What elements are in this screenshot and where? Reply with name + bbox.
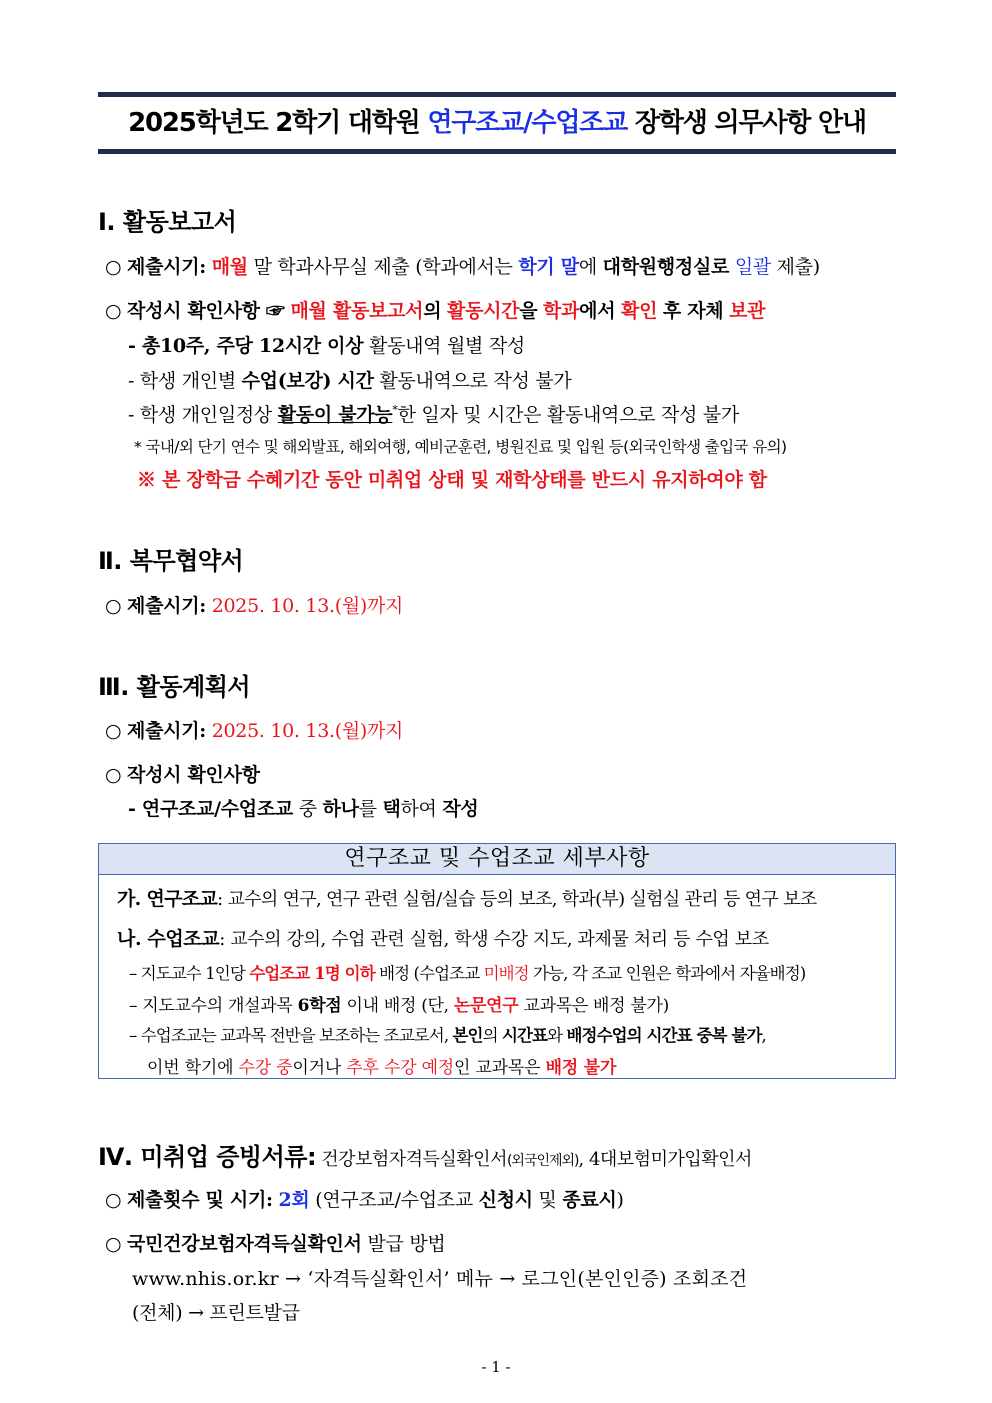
page-title — [98, 102, 896, 139]
text: 배정 (수업조교 — [374, 964, 484, 983]
item-bold: 작성 — [442, 798, 479, 820]
grad-office-text: 대학원행정실로 — [602, 256, 730, 278]
ra-text: : 교수의 연구, 연구 관련 실험/실습 등의 보조, 학과(부) 실험실 관리 등 연구 보조 — [217, 889, 817, 910]
section2-heading: Ⅱ. 복무협약서 — [98, 547, 244, 575]
section3-submit-line — [105, 716, 403, 743]
text: 가능, 각 조교 인원은 학과에서 자율배정) — [528, 964, 806, 983]
section1-warning: ※ 본 장학금 수혜기간 동안 미취업 상태 및 재학상태를 반드시 유지하여야 함 — [137, 469, 767, 491]
count-label: 제출횟수 및 시기: — [127, 1189, 273, 1211]
docs-a: 건강보험자격득실확인서 — [321, 1149, 507, 1170]
item-text: 활동내역으로 작성 불가 — [373, 370, 572, 392]
text: 후 자체 — [662, 300, 724, 322]
text: 의 — [482, 1026, 502, 1045]
detail-line-4 — [147, 1053, 616, 1078]
text: – 지도교수의 개설과목 — [129, 996, 298, 1016]
section4-heading: Ⅳ. 미취업 증빙서류: — [98, 1143, 317, 1171]
section1-heading: Ⅰ. 활동보고서 — [98, 208, 237, 236]
text: 이번 학기에 — [147, 1058, 239, 1078]
red-text: 미배정 — [483, 964, 529, 983]
submit-label: 제출시기: — [127, 256, 206, 278]
text: , — [761, 1026, 766, 1045]
text: 이내 배정 (단, — [341, 996, 454, 1016]
detail-box — [98, 843, 896, 1079]
item-text: 중 — [292, 798, 323, 820]
title-highlight: 연구조교/수업조교 — [427, 108, 628, 138]
text: 이거나 — [292, 1058, 347, 1078]
bold-text: 6학점 — [297, 996, 342, 1016]
text: 및 — [532, 1189, 563, 1211]
submit-date: 2025. 10. 13.(월)까지 — [211, 595, 404, 617]
section1-item-2 — [128, 366, 571, 393]
bold-text: 신청시 — [478, 1189, 533, 1211]
item-bold: 택 — [382, 798, 401, 820]
bold-text: 시간표 — [501, 1026, 548, 1045]
count-value: 2회 — [278, 1189, 310, 1211]
section3-item — [128, 794, 478, 821]
detail-line-1 — [129, 960, 805, 984]
monthly-text: 매월 — [211, 256, 248, 278]
section4-count-line — [105, 1185, 624, 1212]
text: 의 — [423, 300, 442, 322]
text: – 지도교수 1인당 — [129, 964, 250, 983]
title-part1: 2025학년도 2학기 대학원 — [128, 108, 428, 138]
title-top-rule — [98, 92, 896, 97]
section4-heading-line — [98, 1137, 752, 1172]
text: 말 학과사무실 제출 (학과에서는 — [253, 256, 513, 278]
section1-item-3 — [128, 400, 739, 427]
item-text: 한 일자 및 시간은 활동내역으로 작성 불가 — [397, 404, 739, 426]
method-label: 국민건강보험자격득실확인서 — [127, 1233, 362, 1255]
red-text: 수강 중 — [238, 1058, 293, 1078]
check-label: 작성시 확인사항 ☞ — [127, 300, 285, 322]
red-text: 확인 — [621, 300, 658, 322]
text: 에서 — [579, 300, 616, 322]
bullet: ○ — [105, 1233, 122, 1255]
red-text: 수업조교 1명 이하 — [249, 964, 375, 983]
title-part2: 장학생 의무사항 안내 — [627, 108, 866, 138]
text: ) — [616, 1189, 624, 1211]
bullet: ○ — [105, 764, 122, 786]
red-text: 논문연구 — [453, 996, 519, 1016]
item-text: 활동내역 월별 작성 — [363, 335, 525, 357]
item-text: - 학생 개인별 — [128, 370, 242, 392]
section1-submit-line — [105, 252, 820, 279]
red-text: 학과 — [543, 300, 580, 322]
text: 발급 방법 — [361, 1233, 446, 1255]
bullet: ○ — [105, 595, 122, 617]
item-bold: 수업(보강) 시간 — [241, 370, 374, 392]
submit-label: 제출시기: — [127, 595, 206, 617]
bold-text: 종료시 — [562, 1189, 617, 1211]
detail-line-3 — [129, 1022, 766, 1046]
section4-path-2: (전체) → 프린트발급 — [132, 1302, 300, 1324]
section3-check-line — [105, 760, 260, 787]
text: 와 — [547, 1026, 567, 1045]
item-bold: - 연구조교/수업조교 — [128, 798, 293, 820]
docs-c: , 4대보험미가입확인서 — [578, 1149, 752, 1170]
detail-line-2 — [129, 991, 669, 1016]
ta-text: : 교수의 강의, 수업 관련 실험, 학생 수강 지도, 과제물 처리 등 수업 보조 — [219, 929, 769, 950]
section2-submit-line — [105, 591, 403, 618]
section4-path-1: www.nhis.or.kr → ‘자격득실확인서’ 메뉴 → 로그인(본인인증) 조회조건 — [132, 1268, 748, 1290]
item-text: 를 — [358, 798, 383, 820]
bullet: ○ — [105, 256, 122, 278]
title-band — [98, 92, 896, 154]
text: – 수업조교는 교과목 전반을 보조하는 조교로서, — [129, 1026, 453, 1045]
text: 인 교과목은 — [454, 1058, 546, 1078]
text: (연구조교/수업조교 — [309, 1189, 479, 1211]
text: 제출) — [776, 256, 820, 278]
ra-label: 가. 연구조교 — [117, 888, 218, 910]
detail-teaching-assistant — [117, 924, 769, 951]
detail-research-assistant — [117, 884, 816, 911]
check-label: 작성시 확인사항 — [127, 764, 260, 786]
footnote-marker: * — [392, 403, 398, 417]
detail-box-header: 연구조교 및 수업조교 세부사항 — [99, 844, 895, 875]
item-bold: 하나 — [322, 798, 359, 820]
title-bottom-rule — [98, 149, 896, 154]
section1-check-line — [105, 296, 765, 323]
text: 에 — [578, 256, 597, 278]
red-text: 활동시간 — [447, 300, 520, 322]
item-bold: - 총10주, 주당 12시간 이상 — [128, 335, 364, 357]
bold-text: 배정수업의 시간표 중복 불가 — [566, 1026, 762, 1045]
section1-item-1 — [128, 331, 525, 358]
page-number: - 1 - — [481, 1358, 511, 1376]
ta-label: 나. 수업조교 — [117, 928, 220, 950]
red-text: 추후 수강 예정 — [346, 1058, 455, 1078]
bullet: ○ — [105, 720, 122, 742]
bold-text: 본인 — [452, 1026, 483, 1045]
text: 을 — [519, 300, 538, 322]
submit-label: 제출시기: — [127, 720, 206, 742]
item-bold-underline: 활동이 불가능 — [277, 404, 393, 426]
semester-end-text: 학기 말 — [518, 256, 579, 278]
red-text: 매월 활동보고서 — [290, 300, 424, 322]
section1-footnote: * 국내/외 단기 연수 및 해외발표, 해외여행, 예비군훈련, 병원진료 및 입원 등(외국인학생 출입국 유의) — [134, 438, 787, 456]
item-text: 하여 — [400, 798, 443, 820]
section3-heading: Ⅲ. 활동계획서 — [98, 673, 251, 701]
text: 교과목은 배정 불가) — [518, 996, 669, 1016]
red-text: 배정 불가 — [545, 1058, 617, 1078]
docs-b: (외국인제외) — [506, 1153, 579, 1169]
item-text: - 학생 개인일정상 — [128, 404, 278, 426]
bullet: ○ — [105, 1189, 122, 1211]
bulk-text: 일괄 — [734, 256, 771, 278]
section4-method-line — [105, 1229, 445, 1256]
red-text: 보관 — [729, 300, 766, 322]
submit-date: 2025. 10. 13.(월)까지 — [211, 720, 404, 742]
bullet: ○ — [105, 300, 122, 322]
